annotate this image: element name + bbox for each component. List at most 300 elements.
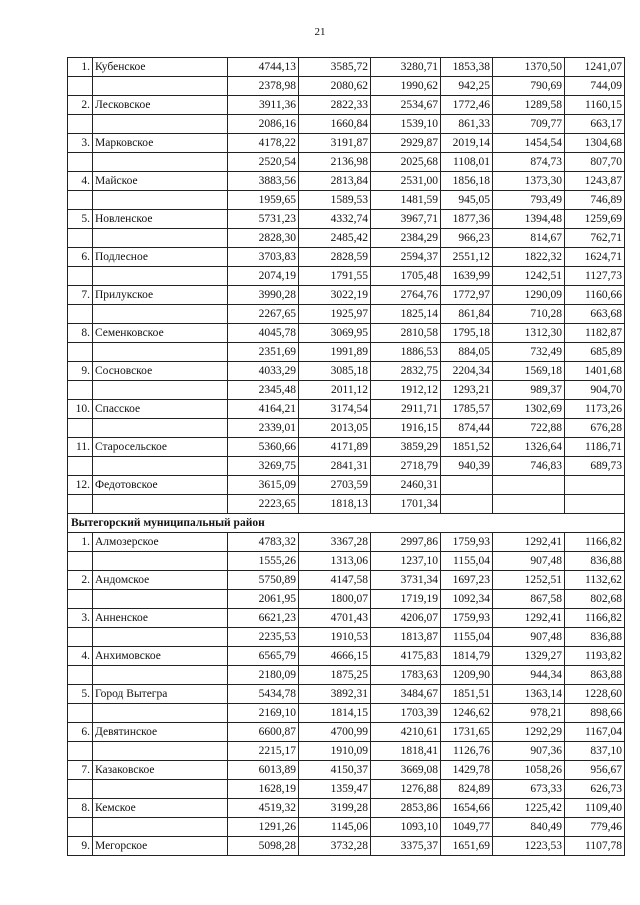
value-cell: 4701,43 — [299, 609, 371, 628]
row-number: 6. — [68, 723, 93, 742]
settlement-name: Кемское — [93, 799, 228, 818]
row-number-blank — [68, 780, 93, 799]
value-cell: 1293,21 — [441, 381, 493, 400]
row-number: 5. — [68, 210, 93, 229]
value-cell: 1166,82 — [565, 609, 625, 628]
value-cell: 673,33 — [493, 780, 565, 799]
table-row — [68, 210, 625, 229]
settlement-name: Анхимовское — [93, 647, 228, 666]
value-cell: 1058,26 — [493, 761, 565, 780]
value-cell: 802,68 — [565, 590, 625, 609]
row-number: 9. — [68, 837, 93, 856]
value-cell: 904,70 — [565, 381, 625, 400]
value-cell: 824,89 — [441, 780, 493, 799]
value-cell: 1326,64 — [493, 438, 565, 457]
table-row — [68, 172, 625, 191]
tariff-table — [67, 57, 625, 856]
value-cell: 2534,67 — [371, 96, 441, 115]
value-cell: 1108,01 — [441, 153, 493, 172]
value-cell: 884,05 — [441, 343, 493, 362]
value-cell: 1166,82 — [565, 533, 625, 552]
value-cell: 1818,41 — [371, 742, 441, 761]
value-cell: 945,05 — [441, 191, 493, 210]
value-cell — [441, 476, 493, 495]
value-cell: 3732,28 — [299, 837, 371, 856]
value-cell: 1731,65 — [441, 723, 493, 742]
value-cell: 4164,21 — [228, 400, 299, 419]
value-cell: 4206,07 — [371, 609, 441, 628]
value-cell: 907,48 — [493, 552, 565, 571]
value-cell: 1822,32 — [493, 248, 565, 267]
settlement-name: Кубенское — [93, 58, 228, 77]
value-cell: 2019,14 — [441, 134, 493, 153]
value-cell: 1813,87 — [371, 628, 441, 647]
value-cell: 907,36 — [493, 742, 565, 761]
value-cell: 940,39 — [441, 457, 493, 476]
value-cell: 1394,48 — [493, 210, 565, 229]
value-cell: 874,44 — [441, 419, 493, 438]
row-number-blank — [68, 704, 93, 723]
value-cell: 2485,42 — [299, 229, 371, 248]
value-cell: 1925,97 — [299, 305, 371, 324]
value-cell: 1276,88 — [371, 780, 441, 799]
value-cell: 4171,89 — [299, 438, 371, 457]
settlement-name: Подлесное — [93, 248, 228, 267]
value-cell: 1654,66 — [441, 799, 493, 818]
value-cell: 4045,78 — [228, 324, 299, 343]
value-cell: 1701,34 — [371, 495, 441, 514]
row-number: 1. — [68, 533, 93, 552]
value-cell: 807,70 — [565, 153, 625, 172]
value-cell: 4744,13 — [228, 58, 299, 77]
value-cell: 1160,66 — [565, 286, 625, 305]
table-row — [68, 628, 625, 647]
table-row — [68, 58, 625, 77]
value-cell: 1916,15 — [371, 419, 441, 438]
value-cell: 1719,19 — [371, 590, 441, 609]
value-cell: 2594,37 — [371, 248, 441, 267]
value-cell: 1126,76 — [441, 742, 493, 761]
row-number: 4. — [68, 172, 93, 191]
value-cell: 1093,10 — [371, 818, 441, 837]
value-cell: 2460,31 — [371, 476, 441, 495]
row-number: 5. — [68, 685, 93, 704]
value-cell: 1910,09 — [299, 742, 371, 761]
table-row — [68, 780, 625, 799]
row-number-blank — [68, 742, 93, 761]
settlement-name-blank — [93, 305, 228, 324]
value-cell: 840,49 — [493, 818, 565, 837]
value-cell: 689,73 — [565, 457, 625, 476]
value-cell: 989,37 — [493, 381, 565, 400]
table-row — [68, 799, 625, 818]
value-cell: 1092,34 — [441, 590, 493, 609]
value-cell: 1825,14 — [371, 305, 441, 324]
value-cell: 2074,19 — [228, 267, 299, 286]
settlement-name: Андомское — [93, 571, 228, 590]
row-number-blank — [68, 115, 93, 134]
row-number: 2. — [68, 571, 93, 590]
value-cell: 663,17 — [565, 115, 625, 134]
table-row — [68, 77, 625, 96]
section-title: Вытегорский муниципальный район — [68, 514, 625, 533]
value-cell: 1705,48 — [371, 267, 441, 286]
value-cell: 1370,50 — [493, 58, 565, 77]
value-cell: 1853,38 — [441, 58, 493, 77]
value-cell: 3280,71 — [371, 58, 441, 77]
row-number: 10. — [68, 400, 93, 419]
value-cell: 836,88 — [565, 552, 625, 571]
value-cell: 836,88 — [565, 628, 625, 647]
value-cell: 1569,18 — [493, 362, 565, 381]
table-row — [68, 685, 625, 704]
value-cell: 3585,72 — [299, 58, 371, 77]
row-number-blank — [68, 343, 93, 362]
value-cell: 2832,75 — [371, 362, 441, 381]
value-cell: 1759,93 — [441, 533, 493, 552]
value-cell: 3669,08 — [371, 761, 441, 780]
value-cell: 2531,00 — [371, 172, 441, 191]
table-row — [68, 362, 625, 381]
value-cell: 3883,56 — [228, 172, 299, 191]
value-cell: 1877,36 — [441, 210, 493, 229]
settlement-name-blank — [93, 742, 228, 761]
settlement-name: Город Вытегра — [93, 685, 228, 704]
value-cell: 1481,59 — [371, 191, 441, 210]
value-cell: 1814,15 — [299, 704, 371, 723]
value-cell: 3615,09 — [228, 476, 299, 495]
value-cell: 1155,04 — [441, 552, 493, 571]
row-number-blank — [68, 191, 93, 210]
row-number: 6. — [68, 248, 93, 267]
value-cell: 1660,84 — [299, 115, 371, 134]
value-cell: 1990,62 — [371, 77, 441, 96]
value-cell: 5731,23 — [228, 210, 299, 229]
row-number: 8. — [68, 324, 93, 343]
value-cell: 1886,53 — [371, 343, 441, 362]
row-number-blank — [68, 666, 93, 685]
value-cell: 3269,75 — [228, 457, 299, 476]
value-cell: 956,67 — [565, 761, 625, 780]
value-cell: 1193,82 — [565, 647, 625, 666]
value-cell: 2180,09 — [228, 666, 299, 685]
value-cell: 874,73 — [493, 153, 565, 172]
value-cell: 1363,14 — [493, 685, 565, 704]
settlement-name: Майское — [93, 172, 228, 191]
value-cell — [493, 495, 565, 514]
value-cell: 814,67 — [493, 229, 565, 248]
value-cell: 1851,52 — [441, 438, 493, 457]
row-number-blank — [68, 457, 93, 476]
value-cell: 3990,28 — [228, 286, 299, 305]
value-cell: 1373,30 — [493, 172, 565, 191]
value-cell: 4666,15 — [299, 647, 371, 666]
value-cell: 732,49 — [493, 343, 565, 362]
value-cell: 663,68 — [565, 305, 625, 324]
value-cell: 1155,04 — [441, 628, 493, 647]
value-cell: 2339,01 — [228, 419, 299, 438]
value-cell: 944,34 — [493, 666, 565, 685]
row-number: 11. — [68, 438, 93, 457]
value-cell: 709,77 — [493, 115, 565, 134]
value-cell: 861,33 — [441, 115, 493, 134]
value-cell: 1292,41 — [493, 533, 565, 552]
value-cell: 1252,51 — [493, 571, 565, 590]
table-row — [68, 647, 625, 666]
value-cell: 2841,31 — [299, 457, 371, 476]
row-number-blank — [68, 77, 93, 96]
value-cell: 2853,86 — [371, 799, 441, 818]
value-cell: 4519,32 — [228, 799, 299, 818]
value-cell: 3703,83 — [228, 248, 299, 267]
value-cell: 762,71 — [565, 229, 625, 248]
settlement-name-blank — [93, 191, 228, 210]
value-cell: 4033,29 — [228, 362, 299, 381]
value-cell: 1304,68 — [565, 134, 625, 153]
value-cell: 1429,78 — [441, 761, 493, 780]
value-cell: 1167,04 — [565, 723, 625, 742]
table-row — [68, 134, 625, 153]
value-cell: 861,84 — [441, 305, 493, 324]
value-cell: 1302,69 — [493, 400, 565, 419]
value-cell: 1359,47 — [299, 780, 371, 799]
value-cell: 1697,23 — [441, 571, 493, 590]
value-cell: 1795,18 — [441, 324, 493, 343]
value-cell: 1814,79 — [441, 647, 493, 666]
value-cell: 746,83 — [493, 457, 565, 476]
value-cell: 1555,26 — [228, 552, 299, 571]
value-cell: 3174,54 — [299, 400, 371, 419]
value-cell: 793,49 — [493, 191, 565, 210]
value-cell: 966,23 — [441, 229, 493, 248]
value-cell: 2351,69 — [228, 343, 299, 362]
value-cell: 1127,73 — [565, 267, 625, 286]
value-cell: 2810,58 — [371, 324, 441, 343]
value-cell: 2061,95 — [228, 590, 299, 609]
table-row — [68, 495, 625, 514]
value-cell: 1759,93 — [441, 609, 493, 628]
value-cell: 2267,65 — [228, 305, 299, 324]
settlement-name-blank — [93, 457, 228, 476]
value-cell: 722,88 — [493, 419, 565, 438]
row-number-blank — [68, 818, 93, 837]
value-cell: 1772,97 — [441, 286, 493, 305]
value-cell: 779,46 — [565, 818, 625, 837]
value-cell: 3191,87 — [299, 134, 371, 153]
value-cell: 3967,71 — [371, 210, 441, 229]
value-cell: 1241,07 — [565, 58, 625, 77]
value-cell: 4210,61 — [371, 723, 441, 742]
row-number: 3. — [68, 609, 93, 628]
table-row — [68, 761, 625, 780]
settlement-name-blank — [93, 267, 228, 286]
value-cell: 1851,51 — [441, 685, 493, 704]
row-number: 12. — [68, 476, 93, 495]
value-cell: 4175,83 — [371, 647, 441, 666]
settlement-name: Прилукское — [93, 286, 228, 305]
value-cell: 4178,22 — [228, 134, 299, 153]
value-cell: 1329,27 — [493, 647, 565, 666]
settlement-name: Лесковское — [93, 96, 228, 115]
table-row — [68, 343, 625, 362]
value-cell: 2911,71 — [371, 400, 441, 419]
value-cell: 4150,37 — [299, 761, 371, 780]
table-row — [68, 305, 625, 324]
table-row — [68, 590, 625, 609]
settlement-name-blank — [93, 495, 228, 514]
value-cell: 1912,12 — [371, 381, 441, 400]
row-number-blank — [68, 229, 93, 248]
value-cell: 942,25 — [441, 77, 493, 96]
table-row — [68, 457, 625, 476]
table-row — [68, 837, 625, 856]
value-cell — [493, 476, 565, 495]
value-cell: 1991,89 — [299, 343, 371, 362]
value-cell: 1628,19 — [228, 780, 299, 799]
settlement-name-blank — [93, 229, 228, 248]
row-number: 3. — [68, 134, 93, 153]
settlement-name: Спасское — [93, 400, 228, 419]
value-cell: 1783,63 — [371, 666, 441, 685]
settlement-name: Старосельское — [93, 438, 228, 457]
value-cell: 2718,79 — [371, 457, 441, 476]
row-number-blank — [68, 419, 93, 438]
table-row — [68, 324, 625, 343]
value-cell: 1290,09 — [493, 286, 565, 305]
value-cell: 744,09 — [565, 77, 625, 96]
value-cell: 1289,58 — [493, 96, 565, 115]
value-cell: 3022,19 — [299, 286, 371, 305]
table-body — [68, 58, 625, 856]
value-cell: 3484,67 — [371, 685, 441, 704]
value-cell: 1228,60 — [565, 685, 625, 704]
settlement-name-blank — [93, 628, 228, 647]
settlement-name-blank — [93, 780, 228, 799]
settlement-name: Семенковское — [93, 324, 228, 343]
value-cell: 2764,76 — [371, 286, 441, 305]
table-row — [68, 438, 625, 457]
value-cell: 790,69 — [493, 77, 565, 96]
value-cell: 5434,78 — [228, 685, 299, 704]
value-cell: 837,10 — [565, 742, 625, 761]
value-cell: 710,28 — [493, 305, 565, 324]
value-cell: 4783,32 — [228, 533, 299, 552]
row-number: 2. — [68, 96, 93, 115]
row-number: 8. — [68, 799, 93, 818]
value-cell: 2551,12 — [441, 248, 493, 267]
settlement-name-blank — [93, 552, 228, 571]
row-number-blank — [68, 267, 93, 286]
value-cell: 5750,89 — [228, 571, 299, 590]
table-row — [68, 400, 625, 419]
section-row — [68, 514, 625, 533]
value-cell: 1772,46 — [441, 96, 493, 115]
page-number: 21 — [314, 26, 326, 38]
row-number: 7. — [68, 286, 93, 305]
value-cell: 1223,53 — [493, 837, 565, 856]
value-cell: 1209,90 — [441, 666, 493, 685]
value-cell: 2997,86 — [371, 533, 441, 552]
value-cell: 1237,10 — [371, 552, 441, 571]
row-number-blank — [68, 305, 93, 324]
value-cell: 1173,26 — [565, 400, 625, 419]
value-cell: 1791,55 — [299, 267, 371, 286]
row-number: 7. — [68, 761, 93, 780]
value-cell: 2703,59 — [299, 476, 371, 495]
value-cell: 3859,29 — [371, 438, 441, 457]
value-cell: 2828,30 — [228, 229, 299, 248]
value-cell: 2235,53 — [228, 628, 299, 647]
settlement-name-blank — [93, 419, 228, 438]
value-cell: 2080,62 — [299, 77, 371, 96]
value-cell: 2223,65 — [228, 495, 299, 514]
value-cell: 1800,07 — [299, 590, 371, 609]
value-cell: 863,88 — [565, 666, 625, 685]
table-row — [68, 533, 625, 552]
value-cell: 1049,77 — [441, 818, 493, 837]
value-cell: 676,28 — [565, 419, 625, 438]
value-cell: 1639,99 — [441, 267, 493, 286]
value-cell: 867,58 — [493, 590, 565, 609]
value-cell: 1818,13 — [299, 495, 371, 514]
value-cell: 626,73 — [565, 780, 625, 799]
value-cell: 6600,87 — [228, 723, 299, 742]
value-cell: 2204,34 — [441, 362, 493, 381]
value-cell: 4332,74 — [299, 210, 371, 229]
settlement-name: Марковское — [93, 134, 228, 153]
value-cell: 2384,29 — [371, 229, 441, 248]
value-cell: 898,66 — [565, 704, 625, 723]
row-number: 9. — [68, 362, 93, 381]
value-cell: 1243,87 — [565, 172, 625, 191]
value-cell: 2025,68 — [371, 153, 441, 172]
value-cell: 4700,99 — [299, 723, 371, 742]
table-row — [68, 419, 625, 438]
value-cell: 1292,41 — [493, 609, 565, 628]
value-cell: 1132,62 — [565, 571, 625, 590]
settlement-name-blank — [93, 704, 228, 723]
settlement-name: Сосновское — [93, 362, 228, 381]
value-cell: 3367,28 — [299, 533, 371, 552]
table-row — [68, 742, 625, 761]
table-row — [68, 571, 625, 590]
value-cell: 3199,28 — [299, 799, 371, 818]
table-row — [68, 723, 625, 742]
value-cell: 1312,30 — [493, 324, 565, 343]
value-cell: 1145,06 — [299, 818, 371, 837]
table-row — [68, 666, 625, 685]
value-cell: 2813,84 — [299, 172, 371, 191]
value-cell: 1259,69 — [565, 210, 625, 229]
row-number-blank — [68, 153, 93, 172]
value-cell: 2086,16 — [228, 115, 299, 134]
table-row — [68, 818, 625, 837]
settlement-name-blank — [93, 666, 228, 685]
settlement-name: Новленское — [93, 210, 228, 229]
table-row — [68, 381, 625, 400]
value-cell: 1454,54 — [493, 134, 565, 153]
value-cell: 1292,29 — [493, 723, 565, 742]
value-cell: 1651,69 — [441, 837, 493, 856]
value-cell: 907,48 — [493, 628, 565, 647]
table-row — [68, 248, 625, 267]
value-cell: 1785,57 — [441, 400, 493, 419]
value-cell: 3731,34 — [371, 571, 441, 590]
value-cell: 2169,10 — [228, 704, 299, 723]
settlement-name: Анненское — [93, 609, 228, 628]
value-cell: 1291,26 — [228, 818, 299, 837]
value-cell: 2215,17 — [228, 742, 299, 761]
